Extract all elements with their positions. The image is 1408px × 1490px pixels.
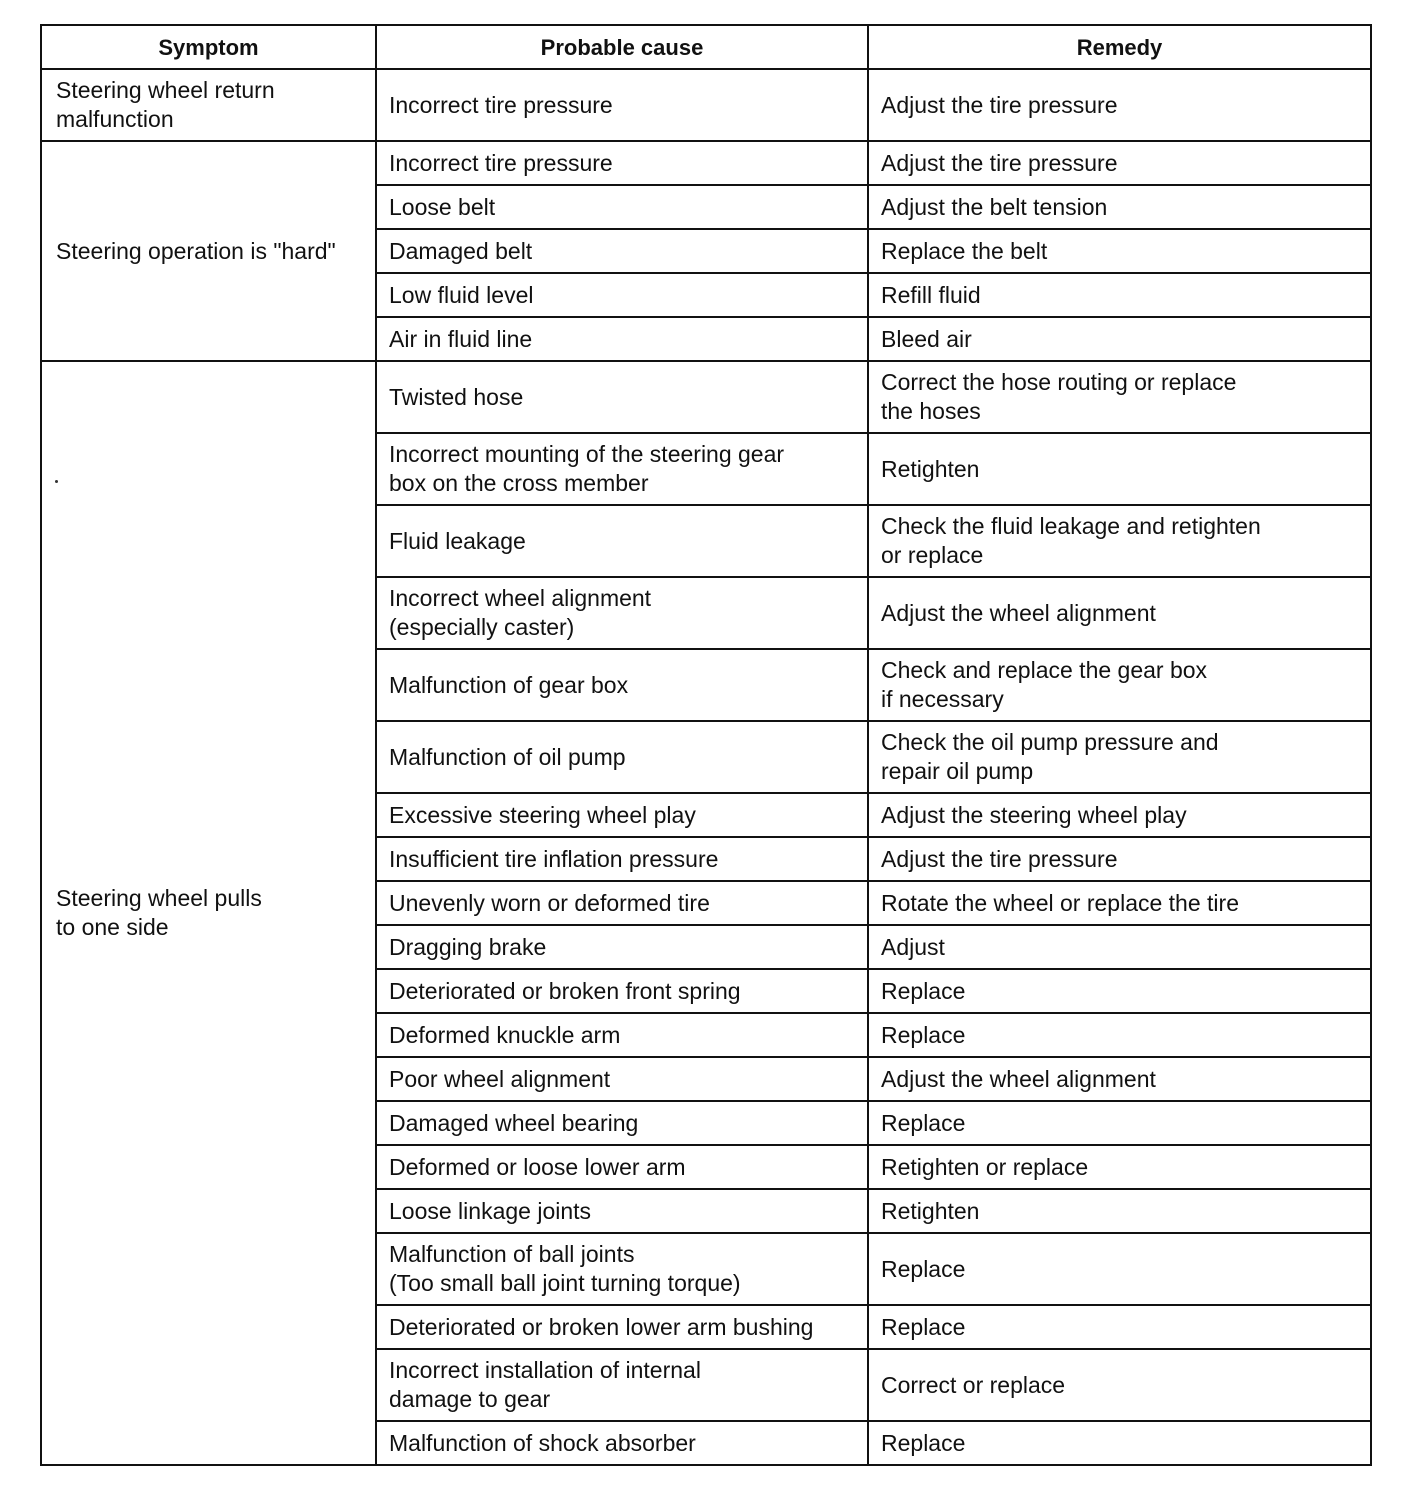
remedy-cell: Replace: [868, 1421, 1371, 1465]
cause-cell: Insufficient tire inflation pressure: [376, 837, 868, 881]
remedy-cell: Retighten: [868, 1189, 1371, 1233]
remedy-cell: Adjust the tire pressure: [868, 69, 1371, 141]
cause-cell: Incorrect tire pressure: [376, 69, 868, 141]
header-symptom: Symptom: [41, 25, 376, 69]
cause-cell: Incorrect tire pressure: [376, 141, 868, 185]
cause-cell: Malfunction of oil pump: [376, 721, 868, 793]
remedy-cell: Adjust the wheel alignment: [868, 577, 1371, 649]
remedy-cell: Replace the belt: [868, 229, 1371, 273]
cause-cell: Dragging brake: [376, 925, 868, 969]
remedy-cell: Replace: [868, 1233, 1371, 1305]
cause-cell: Incorrect installation of internal damage to gear: [376, 1349, 868, 1421]
remedy-cell: Refill fluid: [868, 273, 1371, 317]
remedy-cell: Check and replace the gear box if necessary: [868, 649, 1371, 721]
cause-cell: Deteriorated or broken lower arm bushing: [376, 1305, 868, 1349]
cause-cell: Incorrect mounting of the steering gear box on the cross member: [376, 433, 868, 505]
remedy-cell: Adjust the wheel alignment: [868, 1057, 1371, 1101]
table-row: [41, 361, 1371, 433]
stray-dot: [55, 480, 58, 483]
remedy-cell: Adjust the steering wheel play: [868, 793, 1371, 837]
cause-cell: Low fluid level: [376, 273, 868, 317]
cause-cell: Twisted hose: [376, 361, 868, 433]
table-row: [41, 141, 1371, 185]
remedy-cell: Bleed air: [868, 317, 1371, 361]
troubleshooting-table: [40, 24, 1372, 1466]
cause-cell: Damaged belt: [376, 229, 868, 273]
remedy-cell: Adjust: [868, 925, 1371, 969]
cause-cell: Air in fluid line: [376, 317, 868, 361]
remedy-cell: Adjust the tire pressure: [868, 837, 1371, 881]
remedy-cell: Adjust the belt tension: [868, 185, 1371, 229]
remedy-cell: Retighten or replace: [868, 1145, 1371, 1189]
header-remedy: Remedy: [868, 25, 1371, 69]
remedy-cell: Rotate the wheel or replace the tire: [868, 881, 1371, 925]
table-body: [41, 69, 1371, 1465]
cause-cell: Malfunction of ball joints (Too small ball joint turning torque): [376, 1233, 868, 1305]
cause-cell: Fluid leakage: [376, 505, 868, 577]
remedy-cell: Replace: [868, 1013, 1371, 1057]
cause-cell: Malfunction of shock absorber: [376, 1421, 868, 1465]
table-row: [41, 69, 1371, 141]
cause-cell: Deteriorated or broken front spring: [376, 969, 868, 1013]
remedy-cell: Replace: [868, 1101, 1371, 1145]
remedy-cell: Correct or replace: [868, 1349, 1371, 1421]
cause-cell: Deformed or loose lower arm: [376, 1145, 868, 1189]
header-probable-cause: Probable cause: [376, 25, 868, 69]
remedy-cell: Check the fluid leakage and retighten or replace: [868, 505, 1371, 577]
remedy-cell: Check the oil pump pressure and repair oil pump: [868, 721, 1371, 793]
remedy-cell: Adjust the tire pressure: [868, 141, 1371, 185]
remedy-cell: Replace: [868, 1305, 1371, 1349]
symptom-cell: Steering wheel return malfunction: [41, 69, 376, 141]
cause-cell: Poor wheel alignment: [376, 1057, 868, 1101]
cause-cell: Malfunction of gear box: [376, 649, 868, 721]
cause-cell: Damaged wheel bearing: [376, 1101, 868, 1145]
remedy-cell: Replace: [868, 969, 1371, 1013]
header-row: [41, 25, 1371, 69]
remedy-cell: Correct the hose routing or replace the hoses: [868, 361, 1371, 433]
symptom-cell: Steering wheel pulls to one side: [41, 361, 376, 1465]
cause-cell: Unevenly worn or deformed tire: [376, 881, 868, 925]
cause-cell: Loose linkage joints: [376, 1189, 868, 1233]
remedy-cell: Retighten: [868, 433, 1371, 505]
cause-cell: Deformed knuckle arm: [376, 1013, 868, 1057]
cause-cell: Incorrect wheel alignment (especially caster): [376, 577, 868, 649]
cause-cell: Excessive steering wheel play: [376, 793, 868, 837]
symptom-cell: Steering operation is "hard": [41, 141, 376, 361]
cause-cell: Loose belt: [376, 185, 868, 229]
